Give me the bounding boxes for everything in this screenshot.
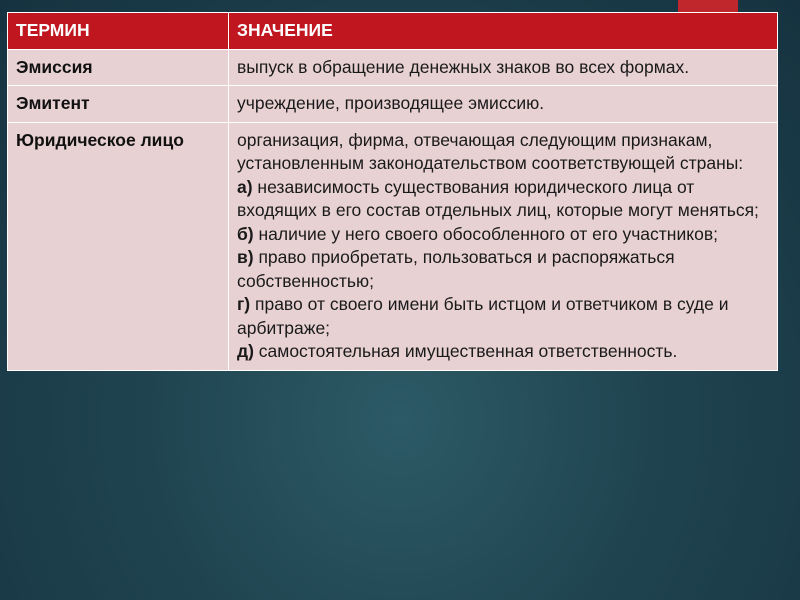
header-term: ТЕРМИН xyxy=(8,13,229,50)
meaning-cell: выпуск в обращение денежных знаков во всех формах. xyxy=(229,49,778,86)
table-row xyxy=(8,86,778,123)
criterion-item xyxy=(237,176,769,223)
term-cell: Юридическое лицо xyxy=(8,122,229,370)
header-meaning: ЗНАЧЕНИЕ xyxy=(229,13,778,50)
table-header-row xyxy=(8,13,778,50)
criterion-text: независимость существования юридического лица от входящих в его состав отдельных лиц, которые могут меняться; xyxy=(237,176,759,220)
table-row xyxy=(8,122,778,370)
criterion-text: наличие у него своего обособленного от его участников; xyxy=(253,223,718,244)
criterion-item xyxy=(237,340,769,364)
criterion-marker: в) xyxy=(237,247,254,267)
term-cell: Эмиссия xyxy=(8,49,229,86)
criterion-marker: д) xyxy=(237,341,254,361)
table-row xyxy=(8,49,778,86)
criterion-text: право от своего имени быть истцом и ответчиком в суде и арбитраже; xyxy=(237,294,729,338)
criterion-text: самостоятельная имущественная ответственность. xyxy=(253,341,678,361)
criterion-item xyxy=(237,293,769,340)
criterion-marker: а) xyxy=(237,176,253,197)
terms-table xyxy=(7,12,778,371)
meaning-intro: организация, фирма, отвечающая следующим признакам, установленным законодательством соответствующей страны: xyxy=(237,129,744,173)
criterion-text: право приобретать, пользоваться и распоряжаться собственностью; xyxy=(237,247,675,291)
criterion-item xyxy=(237,246,769,293)
criterion-item xyxy=(237,223,769,247)
term-cell: Эмитент xyxy=(8,86,229,123)
criterion-marker: г) xyxy=(237,294,251,314)
criterion-marker: б) xyxy=(237,223,254,244)
meaning-cell xyxy=(229,122,778,370)
meaning-cell: учреждение, производящее эмиссию. xyxy=(229,86,778,123)
